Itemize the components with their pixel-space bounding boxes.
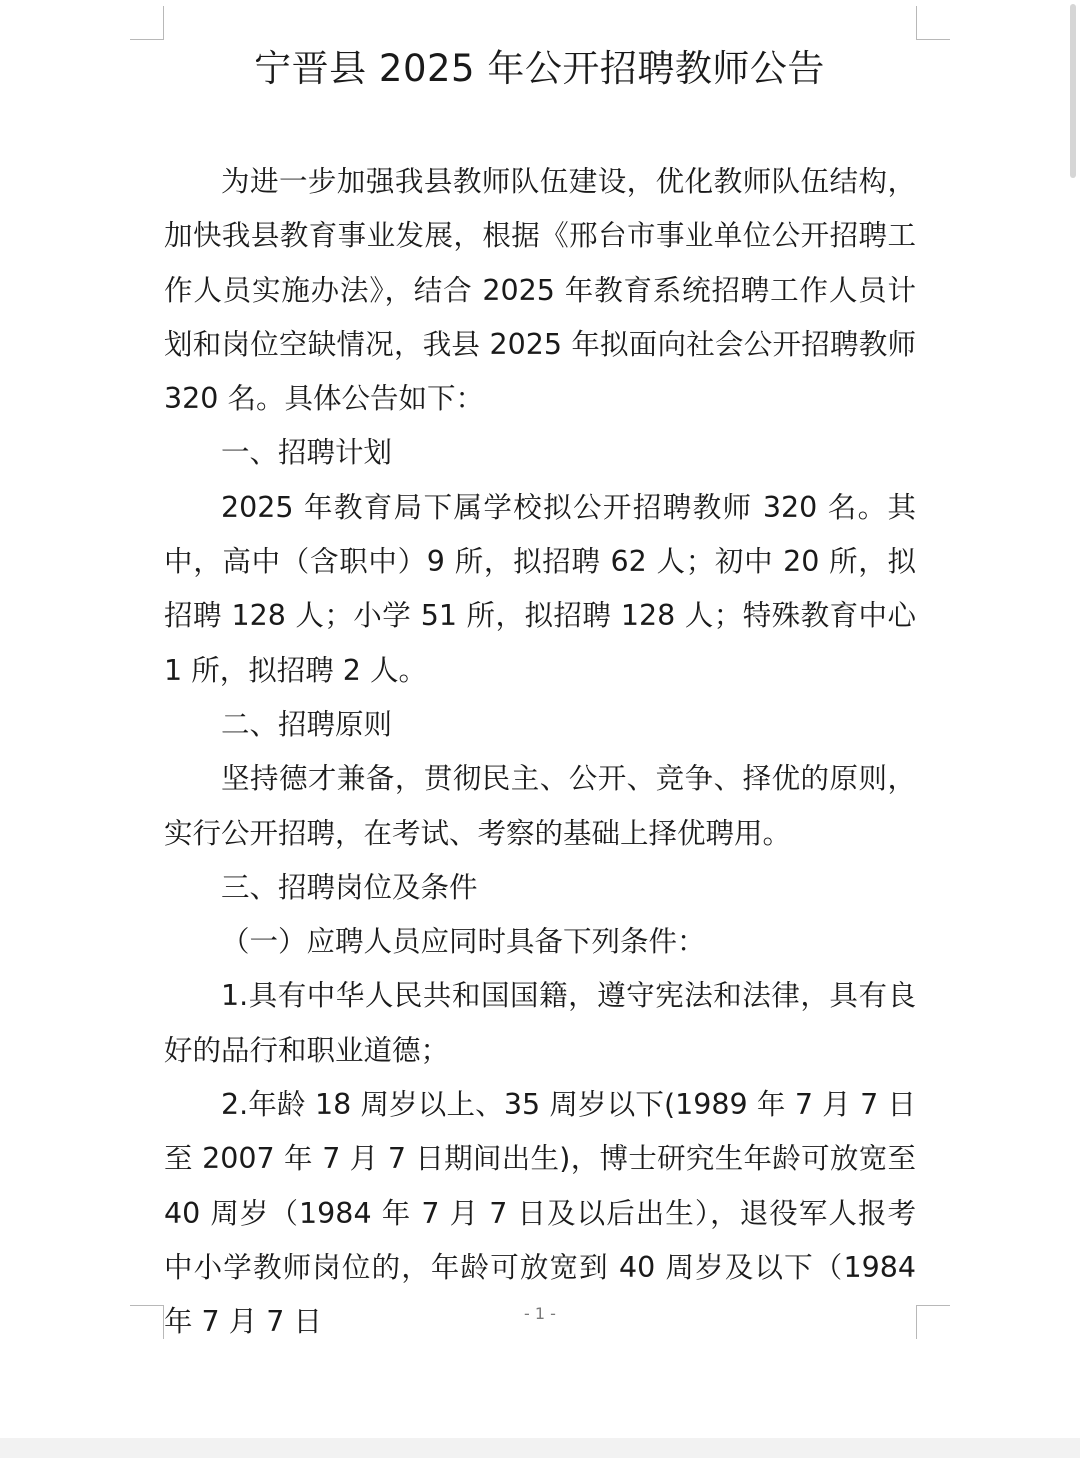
paragraph-recruitment-plan: 2025 年教育局下属学校拟公开招聘教师 320 名。其中，高中（含职中）9 所，拟招聘 62 人；初中 20 所，拟招聘 128 人；小学 51 所，拟招聘 128 人；特殊教育中心 1 所，拟招聘 2 人。: [164, 490, 916, 687]
margin-corner-top-right: [916, 6, 950, 40]
paragraph-intro: 为进一步加强我县教师队伍建设，优化教师队伍结构，加快我县教育事业发展，根据《邢台市事业单位公开招聘工作人员实施办法》，结合 2025 年教育系统招聘工作人员计划和岗位空缺情况，我县 2025 年拟面向社会公开招聘教师 320 名。具体公告如下：: [164, 165, 916, 416]
heading-recruitment-principles: 二、招聘原则: [221, 707, 393, 741]
paragraph-recruitment-principles: 坚持德才兼备，贯彻民主、公开、竞争、择优的原则，实行公开招聘，在考试、考察的基础上择优聘用。: [164, 762, 916, 850]
vertical-scrollbar[interactable]: [1070, 4, 1076, 178]
heading-positions-conditions: 三、招聘岗位及条件: [221, 870, 478, 904]
page-gap: [0, 1438, 1080, 1458]
condition-item-1: 1.具有中华人民共和国国籍，遵守宪法和法律，具有良好的品行和职业道德；: [164, 979, 916, 1067]
margin-corner-top-left: [130, 6, 164, 40]
page-number: - 1 -: [524, 1304, 556, 1323]
document-title: 宁晋县 2025 年公开招聘教师公告: [254, 47, 825, 90]
condition-item-2: 2.年龄 18 周岁以上、35 周岁以下(1989 年 7 月 7 日至 2007 年 7 月 7 日期间出生)，博士研究生年龄可放宽至 40 周岁（1984 年 7 月 7 日及以后出生），退役军人报考中小学教师岗位的，年龄可放宽到 40 周岁及以下（1984 年 7 月 7 日: [164, 1088, 916, 1339]
heading-recruitment-plan: 一、招聘计划: [221, 436, 393, 470]
document-body: [164, 155, 916, 1350]
subheading-conditions: （一）应聘人员应同时具备下列条件：: [221, 925, 706, 959]
